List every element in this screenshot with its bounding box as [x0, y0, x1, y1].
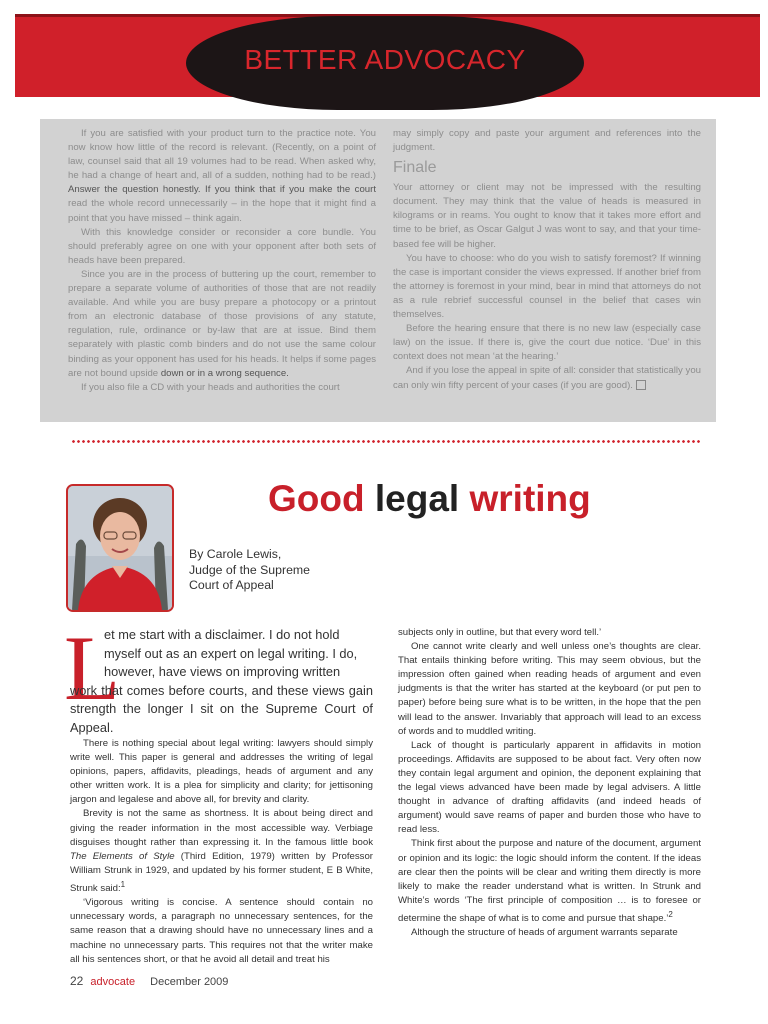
byline-role: Judge of the Supreme	[189, 562, 310, 577]
footnote-ref: 2	[668, 909, 673, 919]
finale-heading: Finale	[393, 159, 437, 177]
paragraph: Since you are in the process of buttering up the court, remember to prepare a separate volume of authorities of those that are not readily available. And while you are busy prepare a photocopy or a printout from an electronic database of those provisions of any statute, regulation, rule, ordinance or by-law that are at issue. Bind them separately with plastic comb binders and do not use the same colour binding as your opponent has used for his heads. It helps if some pages are not bound upside down or in a wrong sequence.	[68, 268, 376, 379]
article-left-column	[70, 737, 373, 967]
paragraph: If you also file a CD with your heads and authorities the court	[81, 381, 340, 393]
paragraph: Think first about the purpose and nature of the document, argument or opinion and its logic: the logic should inform the content. If the ideas are clear then the points will be clear and writing them directly is more likely to make the reader understand what is written. In Strunk and White’s words ‘The first principle of composition … is to foresee or determine the shape of what is to come and pursue that shape.’$^2$	[398, 838, 701, 925]
paragraph: You have to choose: who do you wish to satisfy foremost? If winning the case is important consider the views expressed. If another brief from the attorney is foremost in your mind, bear in mind that attorneys do not as a rule rebrief successful counsel in the belief that cases win themselves.	[393, 252, 701, 321]
quote-end: subjects only in outline, but that every word tell.’	[398, 627, 602, 638]
article-right-column	[398, 626, 701, 940]
paragraph: There is nothing special about legal writing: lawyers should simply write well. This paper is general and addresses the writing of legal opinions, papers, affidavits, pleadings, heads of argument and any other written work. It is a plea for simplicity and clarity; for jettisoning jargon and legalese and above all, for brevity and clarity.	[70, 738, 373, 806]
end-mark-icon	[636, 380, 646, 390]
byline-role: Court of Appeal	[189, 578, 274, 592]
paragraph: With this knowledge consider or reconsider a core bundle. You should preferably agree on one with your opponent after both sets of heads have been prepared.	[68, 226, 376, 266]
page-footer	[70, 974, 228, 988]
page-number: 22	[70, 974, 84, 988]
drop-cap: L	[64, 617, 121, 719]
publication-name: advocate	[90, 976, 136, 988]
paragraph: may simply copy and paste your argument and references into the judgment.	[393, 128, 701, 154]
continued-right-column	[393, 127, 701, 393]
paragraph: Although the structure of heads of argument warrants separate	[411, 927, 678, 939]
footnote-ref: 1	[120, 879, 126, 889]
section-title: BETTER ADVOCACY	[244, 44, 526, 75]
paragraph: One cannot write clearly and well unless one’s thoughts are clear. That entails thinking before writing. This may seem obvious, but the impression often gained when reading heads of argument and even judgments is that the writer has started at the keyboard (or put pen to paper) before being sure what is to be written, in the hope that the pen will lead to the answer. Invariably that approach will lead to an excess of words and to muddled writing.	[398, 641, 701, 737]
byline-name: By Carole Lewis,	[189, 547, 282, 561]
byline	[189, 547, 310, 594]
continued-left-column	[68, 127, 376, 395]
intro-paragraph: et me start with a disclaimer. I do not hold myself out as an expert on legal writing. I do, however, have views on improving written work that comes before courts, and these views gain strength the longer I sit on the Supreme Court of Appeal.	[70, 627, 373, 735]
dotted-divider	[71, 440, 701, 443]
paragraph: And if you lose the appeal in spite of all: consider that statistically you can only win fifty percent of your cases (if you are good).	[393, 365, 701, 391]
book-title: The Elements of Style	[70, 850, 175, 862]
author-photo	[66, 484, 174, 612]
quote: ‘Vigorous writing is concise. A sentence should contain no unnecessary words, a paragraph no unnecessary sentences, for the same reason that a drawing should have no unnecessary lines and a machine no unnecessary parts. This requires not that the writer make all his sentences short, or that he avoid all detail and treat his	[70, 897, 373, 965]
paragraph: Lack of thought is particularly apparent in affidavits in motion proceedings. Affidavits are supposed to be about fact. Very often now they contain legal argument and opinion, the deponent explaining that the legal views advanced have been made by legal advisers. A little thought in advance of drafting affidavits (and indeed heads of argument) would save reams of paper and burden those who have to read less.	[398, 739, 701, 836]
paragraph: Your attorney or client may not be impressed with the resulting document. They may think that the value of heads is measured in kilograms or in reams. You ought to know that it takes more effort and time to be brief, as Oscar Galgut J was wont to say, and that your time-based fee will be higher.	[393, 182, 701, 250]
paragraph: Before the hearing ensure that there is no new law (especially case law) on the issue. If there is, give the court due notice. ‘Due’ in this context does not mean ‘at the hearing.’	[393, 323, 701, 363]
paragraph: If you are satisfied with your product turn to the practice note. You now know how little of the record is relevant. (Recently, on a point of law, counsel said that all 19 volumes had to be read. When asked why, he had a change of heart and, all of a sudden, nothing had to be read.) Answer the question honestly. If you think that if you make the court read the whole record unnecessarily – in the hope that it might find a point that you have missed – think again.	[68, 128, 376, 224]
issue-date: December 2009	[150, 976, 229, 988]
article-headline: Good legal writing	[268, 478, 591, 519]
paragraph: Brevity is not the same as shortness. It is about being direct and giving the reader information in the most accessible way. Verbiage disguises thought rather than expressing it. In the famous little book The Elements of Style (Third Edition, 1979) written by Professor William Strunk in 1929, and updated by his former student, E B White, Strunk said:$^1$	[70, 808, 373, 895]
